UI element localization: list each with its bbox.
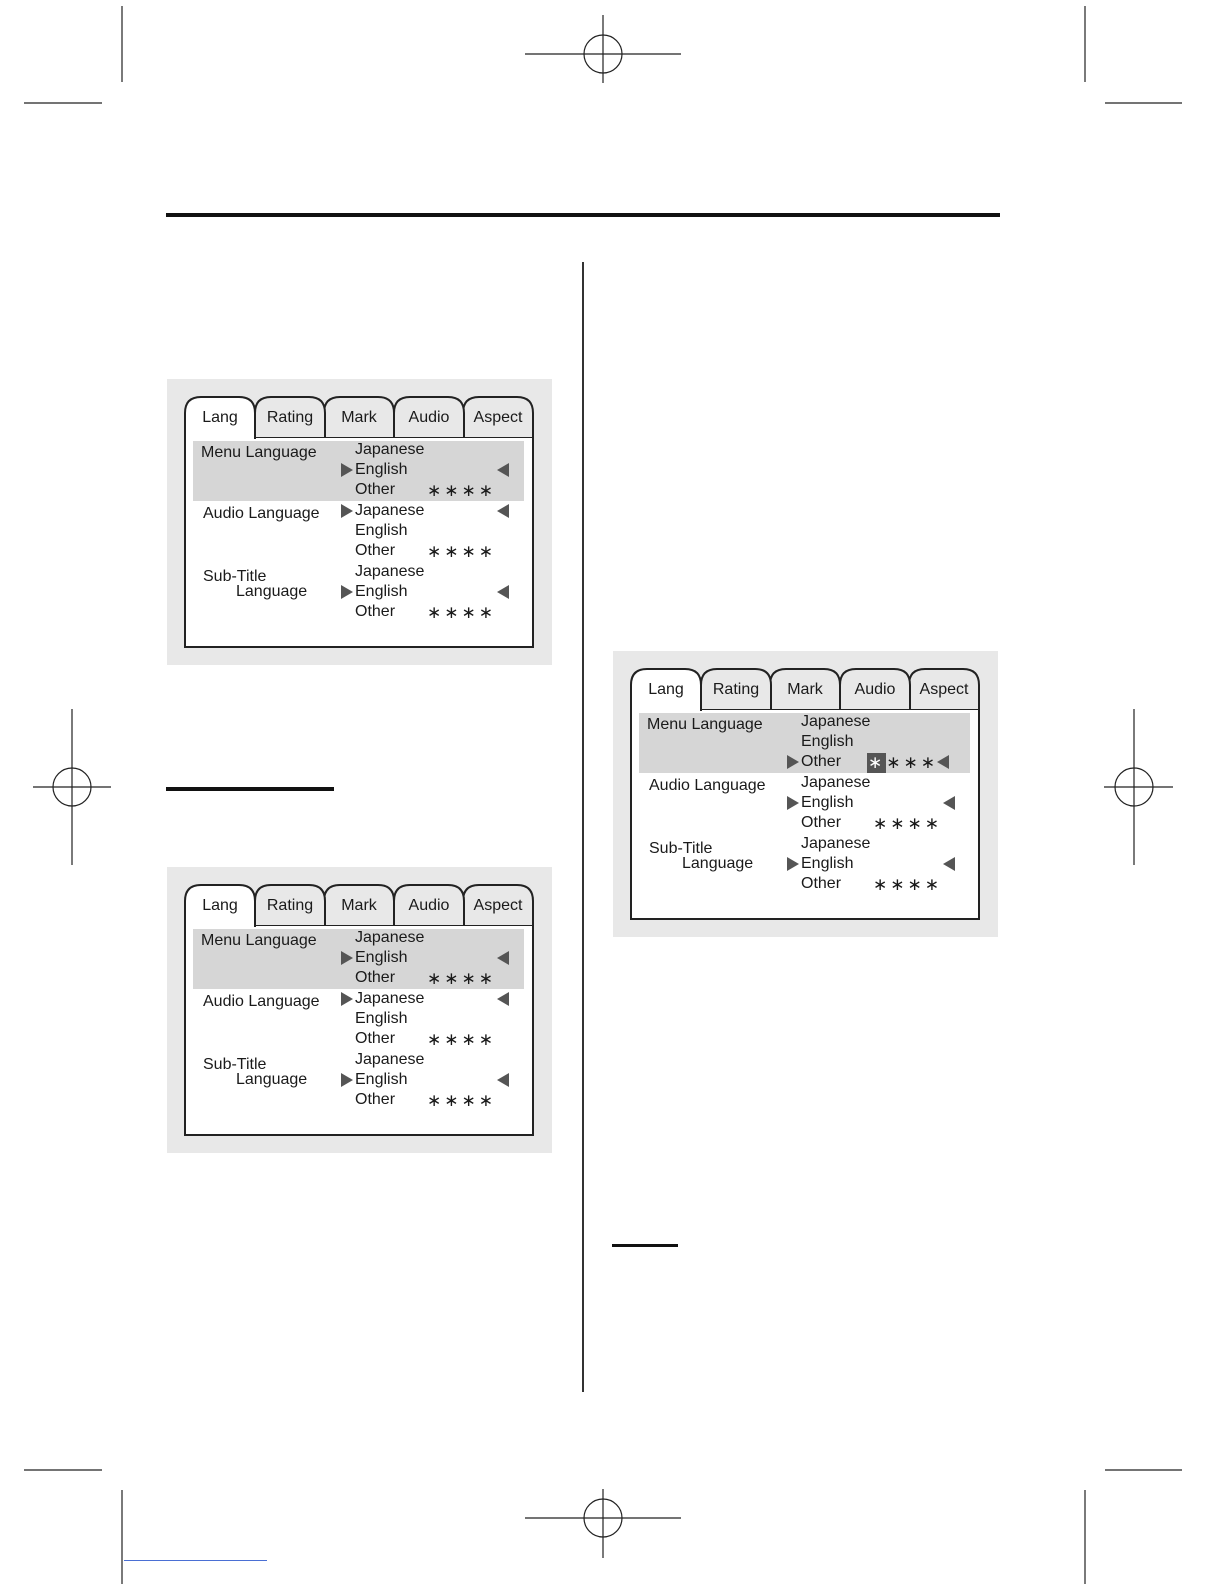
subtitle-selection-arrow-right [341,1073,353,1087]
subtitle-selection-arrow-left [943,857,955,871]
subtitle-option-3[interactable]: Other [355,1091,396,1108]
subtitle-label: Sub-Title [649,840,713,857]
code-input-digits: ∗∗∗ [886,753,938,773]
tab-audio[interactable]: Audio [408,409,450,426]
audio-other-code[interactable]: ∗∗∗∗ [427,542,496,562]
tab-mark[interactable]: Mark [341,897,377,914]
menu-selection-arrow-left [497,951,509,965]
audio-option-1[interactable]: Japanese [355,990,425,1007]
audio-other-code[interactable]: ∗∗∗∗ [427,1030,496,1050]
subtitle-option-2[interactable]: English [355,583,408,600]
menu-option-1[interactable]: Japanese [355,441,425,458]
subtitle-selection-arrow-left [497,585,509,599]
audio-option-2[interactable]: English [801,794,854,811]
menu-selection-arrow-right [787,755,799,769]
tab-lang[interactable]: Lang [202,897,238,914]
subtitle-selection-arrow-left [497,1073,509,1087]
language-settings-panel [631,709,979,919]
menu-selection-arrow-right [341,951,353,965]
audio-option-3[interactable]: Other [355,542,396,559]
dvd-setup-screen-1 [167,379,552,665]
menu-option-1[interactable]: Japanese [355,929,425,946]
subtitle-label: Sub-Title [203,568,267,585]
menu-option-1[interactable]: Japanese [801,713,871,730]
audio-selection-arrow-right [787,796,799,810]
menu-other-code[interactable]: ∗∗∗∗ [427,481,496,501]
tab-rating[interactable]: Rating [266,897,314,914]
menu-selection-arrow-right [341,463,353,477]
subtitle-option-1[interactable]: Japanese [355,563,425,580]
audio-option-2[interactable]: English [355,1010,408,1027]
subtitle-option-1[interactable]: Japanese [801,835,871,852]
audio-selection-arrow-right [341,992,353,1006]
audio-option-3[interactable]: Other [801,814,842,831]
tab-aspect[interactable]: Aspect [473,897,523,914]
tab-aspect[interactable]: Aspect [919,681,969,698]
audio-other-code[interactable]: ∗∗∗∗ [873,814,942,834]
subtitle-label: Sub-Title [203,1056,267,1073]
audio-option-1[interactable]: Japanese [355,502,425,519]
audio-option-3[interactable]: Other [355,1030,396,1047]
audio-label: Audio Language [649,777,766,794]
subtitle-option-3[interactable]: Other [801,875,842,892]
menu-option-3[interactable]: Other [355,969,396,986]
subtitle-other-code[interactable]: ∗∗∗∗ [427,603,496,623]
subtitle-option-1[interactable]: Japanese [355,1051,425,1068]
subtitle-selection-arrow-right [341,585,353,599]
code-input-cursor[interactable]: ∗ [868,753,886,773]
subtitle-option-2[interactable]: English [355,1071,408,1088]
menu-option-2[interactable]: English [355,949,408,966]
menu-label: Menu Language [201,444,317,461]
menu-option-2[interactable]: English [801,733,854,750]
menu-option-3[interactable]: Other [355,481,396,498]
menu-other-code[interactable]: ∗∗∗∗ [427,969,496,989]
audio-label: Audio Language [203,993,320,1010]
subtitle-other-code[interactable]: ∗∗∗∗ [427,1091,496,1111]
menu-label: Menu Language [201,932,317,949]
audio-selection-arrow-left [497,992,509,1006]
subtitle-label-line2: Language [682,855,754,872]
subtitle-selection-arrow-right [787,857,799,871]
tab-lang[interactable]: Lang [648,681,684,698]
dvd-setup-screen-3 [613,651,998,937]
audio-selection-arrow-left [943,796,955,810]
menu-selection-arrow-left [937,755,949,769]
tab-aspect[interactable]: Aspect [473,409,523,426]
tab-rating[interactable]: Rating [266,409,314,426]
subtitle-option-2[interactable]: English [801,855,854,872]
audio-selection-arrow-left [497,504,509,518]
tab-audio[interactable]: Audio [408,897,450,914]
tab-lang[interactable]: Lang [202,409,238,426]
menu-other-code[interactable] [867,753,938,773]
language-settings-panel [185,437,533,647]
subtitle-option-3[interactable]: Other [355,603,396,620]
menu-label: Menu Language [647,716,763,733]
menu-option-3[interactable]: Other [801,753,842,770]
audio-option-2[interactable]: English [355,522,408,539]
audio-selection-arrow-right [341,504,353,518]
subtitle-label-line2: Language [236,1071,308,1088]
subtitle-other-code[interactable]: ∗∗∗∗ [873,875,942,895]
language-settings-panel [185,925,533,1135]
tab-mark[interactable]: Mark [341,409,377,426]
menu-option-2[interactable]: English [355,461,408,478]
subtitle-label-line2: Language [236,583,308,600]
audio-option-1[interactable]: Japanese [801,774,871,791]
tab-audio[interactable]: Audio [854,681,896,698]
tab-rating[interactable]: Rating [712,681,760,698]
dvd-setup-screen-2 [167,867,552,1153]
audio-label: Audio Language [203,505,320,522]
tab-mark[interactable]: Mark [787,681,823,698]
menu-selection-arrow-left [497,463,509,477]
